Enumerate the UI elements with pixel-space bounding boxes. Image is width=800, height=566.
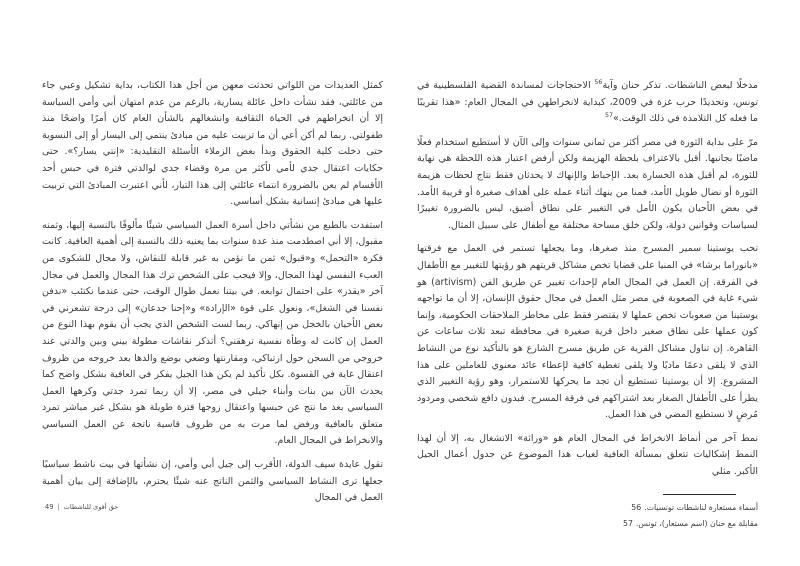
body-paragraph	[42, 218, 383, 450]
body-paragraph	[42, 457, 383, 507]
body-paragraph	[417, 135, 758, 235]
running-title: حق أقوى للناشطات	[63, 503, 119, 511]
paragraph-text: تقول عايدة سيف الدولة، الأقرب إلى جيل أبي وأمي، إن نشأتها في بيت ناشط سياسيًا جعلها ترى النشاط السياسي والثمن الناتج عنه شيئًا يحترم، بالإضافة إلى بيان أهمية العمل في المجال	[42, 459, 383, 504]
footnote-number: 57	[622, 518, 633, 528]
body-paragraph	[417, 78, 758, 128]
paragraph-text: مرّ على بداية الثورة في مصر أكثر من ثماني سنوات وإلى الآن لا أستطيع استخدام فعلًا ماضيًا بجانبها. أقبل بالاعتراف بلحظة الهزيمة ولكن أرفض اعتبار هذه اللحظة هي نهاية للثورة، لم أقبل هذه الخسارة بعد. الإحباط والإنهاك لا يحدثان فقط نتاج لحظات هزيمة الثورة أو نضال طويل الأمد، فمنا من ينهك أثناء عمله على أهداف صغيرة أو قريبة الأمد. في بعض الأحيان يكون الأمل في التغيير على نطاق أضيق، ليس بالضرورة تغييرًا لسياسات وقوانين دولة، ولكن خلق مساحة مختلفة مع أطفال على سبيل المثال.	[417, 136, 758, 231]
left-text-column	[42, 78, 383, 514]
paragraph-text: نمط آخر من أنماط الانخراط في المجال العام هو «وراثة» الانشغال به، إلا أن لهذا النمط إشكاليات تتعلق بمسألة العافية لغياب هذا الموضوع عن جدول أعمال الجيل الأكبر. مثلي	[417, 432, 758, 478]
footnotes-block	[417, 494, 758, 529]
right-column-paragraphs	[417, 78, 758, 481]
paragraph-text: تحب يوستينا سمير المسرح منذ صغرها، وما يجعلها تستمر في العمل مع فرقتها «بانوراما برشا» في المنيا على قضايا تخص مشاكل قريتهم هو رؤيتها للتغيير مع الأطفال في الفرقة. إن العمل في المجال العام لإحداث تغيير عن طريق الفن (artivism) هو شيء غاية في الصعوبة في مصر مثل العمل في مجال حقوق الإنسان، إلا أن ما تواجهه يوستينا من صعوبات تخص عملها لا يقتصر فقط على مخاطر الملاحقات الحكومية، وإنما كون عملها على نطاق صغير داخل قرية صغيرة في محافظة تبعد ثلاث ساعات عن القاهرة. إن تناول مشاكل القرية عن طريق مسرح الشارع هو بالتأكيد نوع من النشاط الذي لا يلقى دعمًا ماديًا ولا يلقى تغطية كافية لإعطاء عائد معنوي للعاملين على هذا المشروع. إلا أن يوستينا تستطيع أن تجد ما يحركها للاستمرار، وهو رؤية التغيير الذي يطرأ على الأطفال الصغار بعد اشتراكهم في فرقة المسرح. فبدون دافع شخصي ومردود مُرضٍ لا نستطيع المضي في هذا العمل.	[417, 243, 758, 421]
footnote-list	[417, 502, 758, 529]
right-text-column	[417, 78, 758, 534]
paragraph-text: كمثل العديدات من اللواتي تحدثت معهن من أجل هذا الكتاب، بداية تشكيل وعيي جاء من عائلتي، فقد نشأت داخل عائلة يسارية، بالرغم من عدم امتهان أبي وأمي السياسة إلا أن انخراطهم في الحياة الثقافية وانشغالهم بالشأن العام كان أمرًا واضحًا منذ طفولتي. ربما لم أكن أعي أن ما تربيت عليه من مبادئ ينتمي إلى اليسار أو إلى النسوية حتى دخلت كلية الحقوق وبدأ بعض الزملاء الأسئلة التقليدية: «إنتي يسار؟». حتى حكايات اعتقال جدي لأمي لأكثر من مرة وقضاء جدي لوالدتي فترة في حبس أحد الأقسام لم يعن بالضرورة انتماء عائلتي إلى هذا التيار، لأني اعتبرت المبادئ التي تربيت عليها هي مبادئ إنسانية بشكل أساسي.	[42, 80, 383, 208]
footnote-marker: 56	[594, 78, 603, 86]
footnote	[417, 518, 758, 529]
footnote-separator-rule	[663, 494, 736, 495]
footnote	[417, 502, 758, 513]
page-number: 49	[45, 503, 54, 511]
paragraph-text: مدخلًا لبعض الناشطات. تذكر حنان وآية	[602, 80, 758, 91]
footnote-number: 56	[631, 502, 642, 512]
body-paragraph	[42, 78, 383, 211]
paragraph-text: استفدت بالطبع من نشأتي داخل أسرة العمل السياسي شيئًا مألوفًا بالنسبة إليها، وثمنه مقبول، إلا أني اصطدمت منذ عدة سنوات بما يعنيه ذلك بالنسبة إلى أهمية العافية. كانت فكرة «التحمل» و«قبول» ثمن ما نؤمن به غير قابلة للنقاش، ولا مجال للشكوى من العبء النفسي لهذا المجال، وإلا فيجب على الشخص ترك هذا المجال والعمل في مجال آخر «يقدر» على احتمال توابعه. في بيتنا نعمل طوال الوقت، حتى عندما نكتئب «ندفن نفسنا في الشغل»، ونعول على قوة «الإرادة» و«إحنا جدعان» إلى درجة تشعرني في بعض الأحيان بالخجل من إنهاكي. ربما لست الشخص الذي يجب أن يقوم بهذا النوع من العمل إن كانت له وطأة نفسية ترهقني؟ أتذكر نقاشات مطولة بيني وبين والدتي عند خروجي من السجن حول ارتباكي، ومقارنتها وضعي بوضع والدها بعد خروجه من ظروف اعتقال غاية في القسوة. بكل تأكيد لم يكن هذا الجيل يفكر في العافية بشكل واضح كما يحدث الآن بين بنات وأبناء جيلي في مصر، إلا أن ربما تمرد جدتي وكرهها العمل السياسي بعد ما نتج عن حبسها واعتقال زوجها فترة طويلة هو بشكل غير مباشر تمرد متعلق بالعافية ورفض لما مرت به من ظروف قاسية ناتجة عن العمل السياسي والانخراط في المجال العام.	[42, 219, 383, 447]
paragraph-text: الاحتجاجات لمساندة القضية الفلسطينية في تونس، وتحديدًا حرب غزة في 2009، كبداية لانخراطهن في المجال العام: «هذا تقريبًا ما فعله كل التلامذة في ذلك الوقت.»	[417, 80, 758, 125]
footer-separator: |	[57, 503, 60, 511]
page-footer	[45, 503, 118, 512]
footnote-text: أسماء مستعارة لناشطات تونسيات.	[644, 502, 758, 512]
left-column-paragraphs	[42, 78, 383, 507]
body-paragraph	[417, 431, 758, 481]
body-paragraph	[417, 241, 758, 424]
footnote-text: مقابلة مع حنان (اسم مستعار)، تونس.	[635, 518, 758, 528]
footnote-marker: 57	[604, 112, 613, 120]
